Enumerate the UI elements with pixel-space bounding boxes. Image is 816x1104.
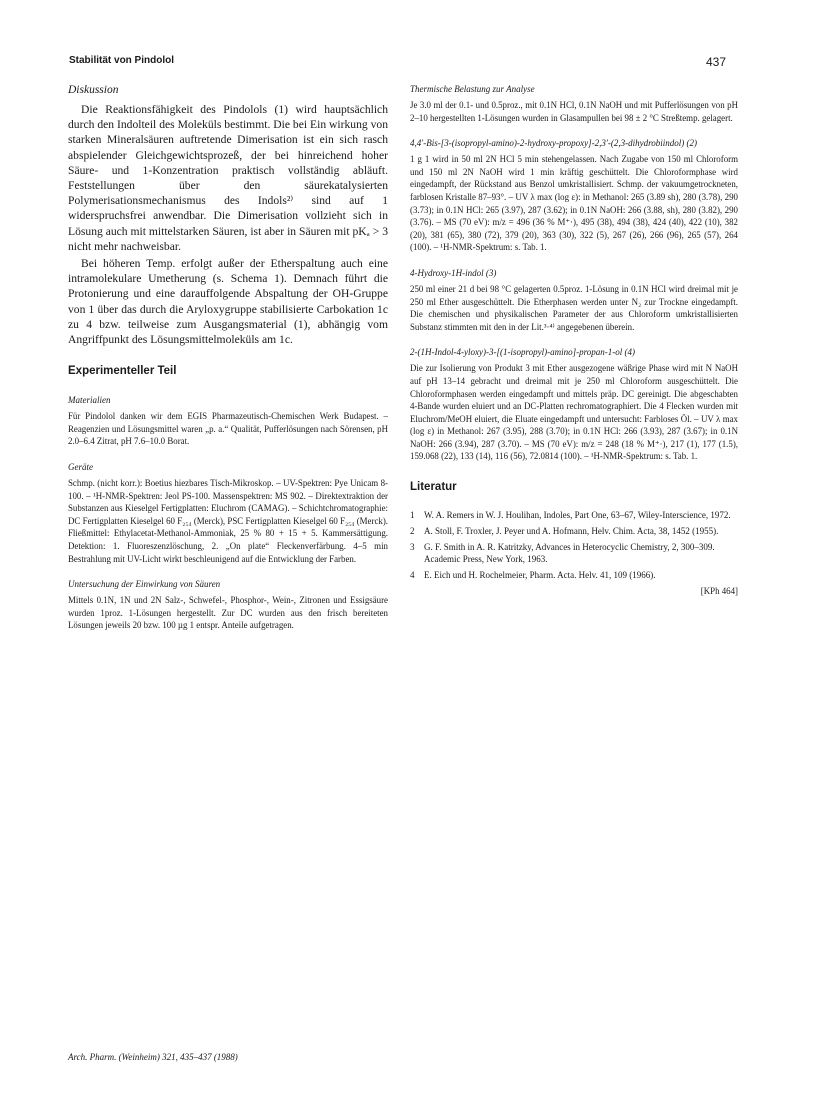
acid-study-section bbox=[68, 579, 388, 632]
materials-text: Für Pindolol danken wir dem EGIS Pharmazeutisch-Chemischen Werk Budapest. – Reagenzien und Lösungsmittel waren „p. a.“ Qualität, Pufferlösungen nach Sörensen, pH 2.0–6.4 Zitrat, pH 7.6–10.0 Borat. bbox=[68, 411, 388, 447]
references-section bbox=[410, 481, 738, 598]
discussion-section bbox=[68, 84, 388, 347]
instruments-section bbox=[68, 462, 388, 565]
thermal-heading: Thermische Belastung zur Analyse bbox=[410, 84, 535, 94]
reference-item bbox=[410, 525, 738, 538]
reference-text: E. Eich und H. Rochelmeier, Pharm. Acta. Helv. 41, 109 (1966). bbox=[424, 570, 656, 581]
instruments-text: Schmp. (nicht korr.): Boetius hiezbares Tisch-Mikroskop. – UV-Spektren: Pye Unicam 8-100. – ¹H-NMR-Spektren: Jeol PS-100. Massenspektren: MS 902. – Direktextraktion der Substanzen aus Kieselgel Fertigplatten: Eluchrom (CAMAG). – Schichtchromatographie: DC Fertigplatten Kieselgel 60 F₂₅₄ (Merck), PSC Fertigplatten Kieselgel 60 F₂₅₄ (Merck). Fließmittel: Ethylacetat-Methanol-Ammoniak, 25 % 80 + 15 + 5. Kammersättigung. Detektion: 1. Fluoreszenzlöschung, 2. „On plate“ Fleckenverfärbung. 4–5 min Bestrahlung mit UV-Licht wirkt beschleunigend auf die Entwicklung der Farben. bbox=[68, 478, 388, 564]
instruments-heading: Geräte bbox=[68, 462, 93, 473]
reference-list bbox=[410, 509, 738, 582]
manuscript-code: [KPh 464] bbox=[700, 586, 738, 597]
thermal-text: Je 3.0 ml der 0.1- und 0.5proz., mit 0.1N HCl, 0.1N NaOH und mit Pufferlösungen von pH 2–10 hergestellten 1-Lösungen wurden in Glasampullen bei 98 ± 2 °C Streßtemp. gelagert. bbox=[410, 100, 738, 123]
reference-text: W. A. Remers in W. J. Houlihan, Indoles, Part One, 63–67, Wiley-Interscience, 1972. bbox=[424, 510, 731, 521]
reference-text: A. Stoll, F. Troxler, J. Peyer und A. Hofmann, Helv. Chim. Acta, 38, 1452 (1955). bbox=[424, 525, 719, 536]
reference-number: 3 bbox=[410, 541, 415, 552]
discussion-paragraph-1: Die Reaktionsfähigkeit des Pindolols (1) wird hauptsächlich durch den Indolteil des Moleküls bestimmt. Die bei Ein wirkung von starken Mineralsäuren auftretende Dimerisation ist ein sich rasch abspielender Gleichgewichtsprozeß, der bei hinreichend hoher Säure- und 1-Konzentration praktisch vollständig abläuft. Feststellungen über den säurekatalysierten Polymerisationsmechanismus des Indols²⁾ sind auf 1 widerspruchsfrei anwendbar. Die Dimerisation vollzieht sich in Lösung auch mit mittelstarken Säuren, ist aber in Säuren mit pKₐ > 3 nicht mehr nachweisbar. bbox=[68, 103, 388, 253]
acid-study-heading: Untersuchung der Einwirkung von Säuren bbox=[68, 579, 221, 590]
compound-4-section bbox=[410, 347, 738, 463]
compound-4-text: Die zur Isolierung von Produkt 3 mit Ether ausgezogene wäßrige Phase wird mit N NaOH auf pH 13–14 gebracht und dreimal mit je 250 ml Chloroform ausgeschüttelt. Die Chloroformphasen werden eingedampft und mittels präp. DC gereinigt. Die abgeschabten 4-Bande wurden eluiert und an DC-Platten rechromatographiert. Die 4 Flecken wurden mit Eluchrom/MeOH eluiert, die Eluate eingedampft und untersucht: Farbloses Öl. – UV λ max (log ε) in Methanol: 267 (3.95), 288 (3.70); in 0.1N HCl: 266 (3.93), 287 (3.67); in 0.1N NaOH: 266 (3.94), 287 (3.70). – MS (70 eV): m/z = 248 (18 % M⁺·), 217 (1), 177 (1.5), 159.068 (22), 133 (14), 116 (56), 72.0814 (100). – ¹H-NMR-Spektrum: s. Tab. 1. bbox=[410, 363, 738, 462]
reference-text: G. F. Smith in A. R. Katritzky, Advances in Heterocyclic Chemistry, 2, 300–309. Academic Press, New York, 1963. bbox=[424, 541, 715, 565]
page-number: 437 bbox=[706, 55, 727, 69]
reference-number: 4 bbox=[410, 570, 415, 581]
compound-3-heading: 4-Hydroxy-1H-indol (3) bbox=[410, 267, 497, 278]
compound-2-heading: 4,4′-Bis-[3-(isopropyl-amino)-2-hydroxy-propoxy]-2,3′-(2,3-dihydrobiindol) (2) bbox=[410, 138, 698, 149]
materials-section bbox=[68, 395, 388, 448]
discussion-heading: Diskussion bbox=[68, 84, 119, 96]
journal-citation: Arch. Pharm. (Weinheim) 321, 435–437 (1988) bbox=[68, 1052, 238, 1062]
materials-heading: Materialien bbox=[68, 395, 111, 406]
compound-4-heading: 2-(1H-Indol-4-yloxy)-3-[(1-isopropyl)-amino]-propan-1-ol (4) bbox=[410, 347, 636, 358]
reference-item bbox=[410, 569, 738, 582]
thermal-section bbox=[410, 84, 738, 124]
left-column bbox=[68, 84, 388, 646]
acid-study-text: Mittels 0.1N, 1N und 2N Salz-, Schwefel-, Phosphor-, Wein-, Zitronen und Essigsäure wurden 1proz. 1-Lösungen hergestellt. Zur DC wurden aus den frisch bereiteten Lösungen jeweils 20 bzw. 100 µg 1 entspr. Anteile aufgetragen. bbox=[68, 595, 388, 631]
discussion-paragraph-2: Bei höheren Temp. erfolgt außer der Etherspaltung auch eine intramolekulare Umetherung (s. Schema 1). Demnach führt die Protonierung und eine darauffolgende Abspaltung der OH-Gruppe von 1 über das durch die Aryloxygruppe stabilisierte Carbokation 1c zu 4 bzw. teilweise zum Ausgangsmaterial (1), abhängig vom Angriffpunkt des Lösungsmittelmoleküls am 1c. bbox=[68, 257, 388, 347]
compound-2-section bbox=[410, 138, 738, 254]
compound-3-text: 250 ml einer 21 d bei 98 °C gelagerten 0.5proz. 1-Lösung in 0.1N HCl wird dreimal mit je 250 ml Ether ausgeschüttelt. Die Etherphasen werden unter N₂ zur Trockne eingedampft. Die chemischen und physikalischen Parameter der aus Chloroform umkristallisierten Substanz stimmten mit den in der Lit.³·⁴⁾ angegebenen überein. bbox=[410, 283, 738, 332]
references-heading: Literatur bbox=[410, 481, 457, 494]
compound-3-section bbox=[410, 268, 738, 333]
reference-number: 1 bbox=[410, 510, 415, 521]
experimental-heading: Experimenteller Teil bbox=[68, 365, 177, 378]
right-column bbox=[410, 84, 738, 598]
reference-item bbox=[410, 509, 738, 522]
compound-2-text: 1 g 1 wird in 50 ml 2N HCl 5 min stehengelassen. Nach Zugabe von 150 ml Chloroform und 150 ml 2N NaOH wird 1 min kräftig geschüttelt. Die Chloroformphase wird eingedampft, der Rückstand aus Benzol umkristallisiert. Schmp. der vakuumgetrockneten, farblosen Kristalle 87–93°. – UV λ max (log ε): in Methanol: 265 (3.89 sh), 280 (3.78), 290 (3.73); in 0.1N HCl: 265 (3.97), 287 (3.62); in 0.1N NaOH: 266 (3.88, sh), 280 (3.82), 290 (3.76). – MS (70 eV): m/z = 496 (36 % M⁺·), 495 (38), 494 (38), 424 (40), 422 (10), 382 (20), 381 (65), 380 (72), 379 (20), 363 (30), 322 (5), 267 (26), 266 (96), 265 (57), 264 (100). – ¹H-NMR-Spektrum: s. Tab. 1. bbox=[410, 154, 738, 253]
running-title: Stabilität von Pindolol bbox=[69, 55, 174, 66]
reference-item bbox=[410, 541, 738, 567]
reference-number: 2 bbox=[410, 525, 415, 536]
